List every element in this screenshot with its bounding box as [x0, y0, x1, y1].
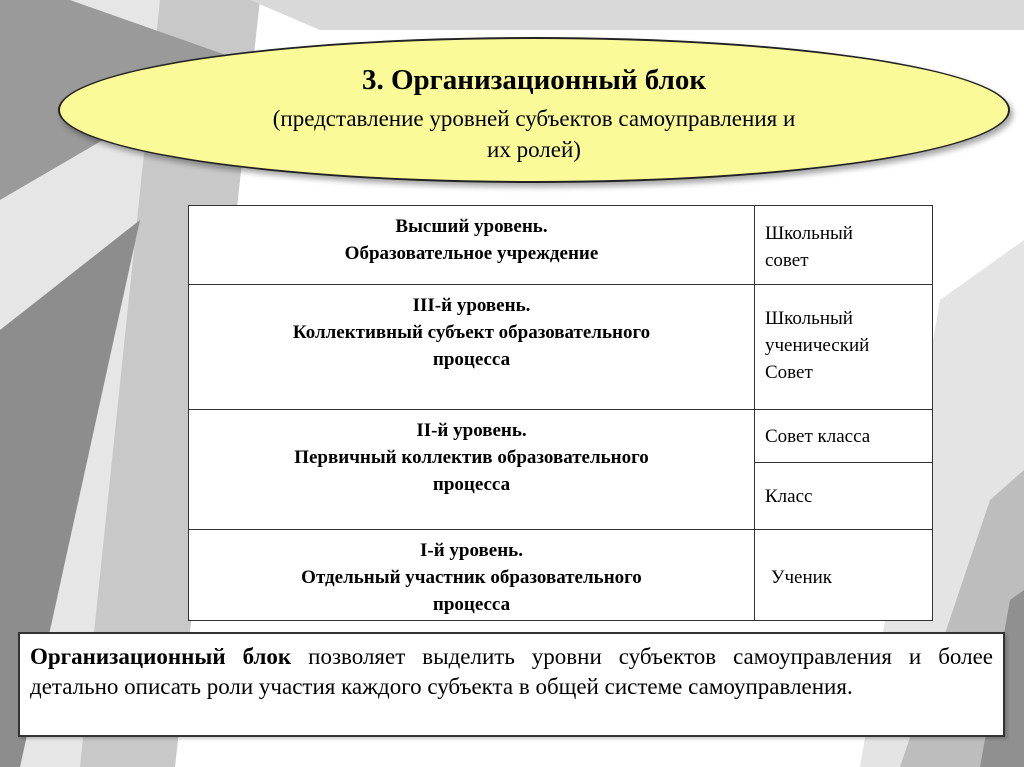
summary-box	[18, 632, 1005, 737]
table-row	[189, 410, 933, 463]
summary-text: позволяет выделить уровни субъектов самоуправления и более детально описать роли участия каждого субъекта в общей системе самоуправления.	[30, 644, 993, 699]
level-description: процесса	[432, 349, 511, 370]
level-description: процесса	[432, 474, 511, 495]
subtitle-line-1: (представление уровней субъектов самоуправления и	[272, 106, 796, 131]
role-line: Совет	[765, 362, 813, 383]
role-line: Класс	[765, 486, 813, 507]
level-cell-top	[189, 206, 755, 285]
title-ellipse	[58, 37, 1010, 183]
level-description: Отдельный участник образовательного	[301, 567, 642, 588]
role-line: Совет класса	[765, 426, 871, 447]
level-heading: II-й уровень.	[416, 420, 527, 441]
level-description: Образовательное учреждение	[344, 243, 599, 264]
table-row	[189, 530, 933, 621]
level-heading: III-й уровень.	[412, 295, 531, 316]
level-description: Первичный коллектив образовательного	[294, 447, 649, 468]
level-heading: I-й уровень.	[420, 540, 523, 561]
role-cell	[755, 530, 933, 621]
slide-subtitle	[180, 103, 888, 165]
role-cell	[755, 206, 933, 285]
role-line: Школьный	[765, 308, 853, 329]
role-cell	[755, 463, 933, 530]
level-heading: Высший уровень.	[395, 216, 548, 237]
level-cell-iii	[189, 285, 755, 410]
summary-bold-term: Организационный блок	[30, 644, 292, 669]
bg-top-band	[250, 0, 1024, 30]
level-cell-ii	[189, 410, 755, 530]
table-row	[189, 285, 933, 410]
role-line: Ученик	[771, 567, 833, 588]
levels-table	[188, 205, 933, 621]
level-description: процесса	[432, 594, 511, 615]
role-line: Школьный	[765, 223, 853, 244]
role-cell	[755, 285, 933, 410]
table-row	[189, 206, 933, 285]
role-line: совет	[765, 250, 809, 271]
level-description: Коллективный субъект образовательного	[292, 322, 651, 343]
subtitle-line-2: их ролей)	[487, 137, 581, 162]
role-cell	[755, 410, 933, 463]
role-line: ученический	[765, 335, 870, 356]
level-cell-i	[189, 530, 755, 621]
slide-title: 3. Организационный блок	[361, 64, 707, 96]
